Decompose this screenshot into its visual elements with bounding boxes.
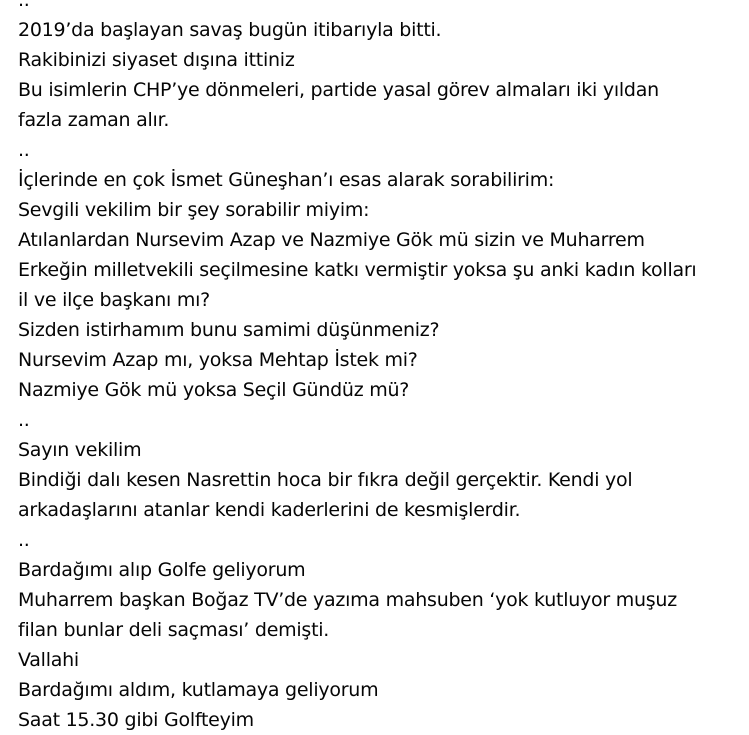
text-line: .. [18,529,30,551]
text-line: İçlerinde en çok İsmet Güneşhan’ı esas alarak sorabilirim: [18,169,555,191]
text-line: filan bunlar deli saçması’ demişti. [18,619,330,641]
text-line: Bardağımı aldım, kutlamaya geliyorum [18,679,379,701]
text-line: .. [18,139,30,161]
text-line: Bindiği dalı kesen Nasrettin hoca bir fıkra değil gerçektir. Kendi yol [18,469,633,491]
text-line: Nursevim Azap mı, yoksa Mehtap İstek mi? [18,349,418,371]
text-line: Erkeğin milletvekili seçilmesine katkı vermiştir yoksa şu anki kadın kolları [18,259,697,281]
text-line: fazla zaman alır. [18,109,170,131]
text-line: Sevgili vekilim bir şey sorabilir miyim: [18,199,370,221]
text-line: arkadaşlarını atanlar kendi kaderlerini de kesmişlerdir. [18,499,521,521]
text-line: il ve ilçe başkanı mı? [18,289,210,311]
text-line: Bardağımı alıp Golfe geliyorum [18,559,306,581]
text-line: Saat 15.30 gibi Golfteyim [18,709,254,731]
text-line: Sizden istirhamım bunu samimi düşünmeniz? [18,319,440,341]
text-line: 2019’da başlayan savaş bugün itibarıyla bitti. [18,19,442,41]
text-line: Nazmiye Gök mü yoksa Seçil Gündüz mü? [18,379,410,401]
text-line: Bu isimlerin CHP’ye dönmeleri, partide yasal görev almaları iki yıldan [18,79,659,101]
text-line: Rakibinizi siyaset dışına ittiniz [18,49,295,71]
text-line: Sayın vekilim [18,439,142,461]
text-line: Muharrem başkan Boğaz TV’de yazıma mahsuben ‘yok kutluyor muşuz [18,589,677,611]
text-line: Vallahi [18,649,79,671]
text-line: .. [18,409,30,431]
text-line: Atılanlardan Nursevim Azap ve Nazmiye Gök mü sizin ve Muharrem [18,229,645,251]
text-line: .. [18,0,30,11]
